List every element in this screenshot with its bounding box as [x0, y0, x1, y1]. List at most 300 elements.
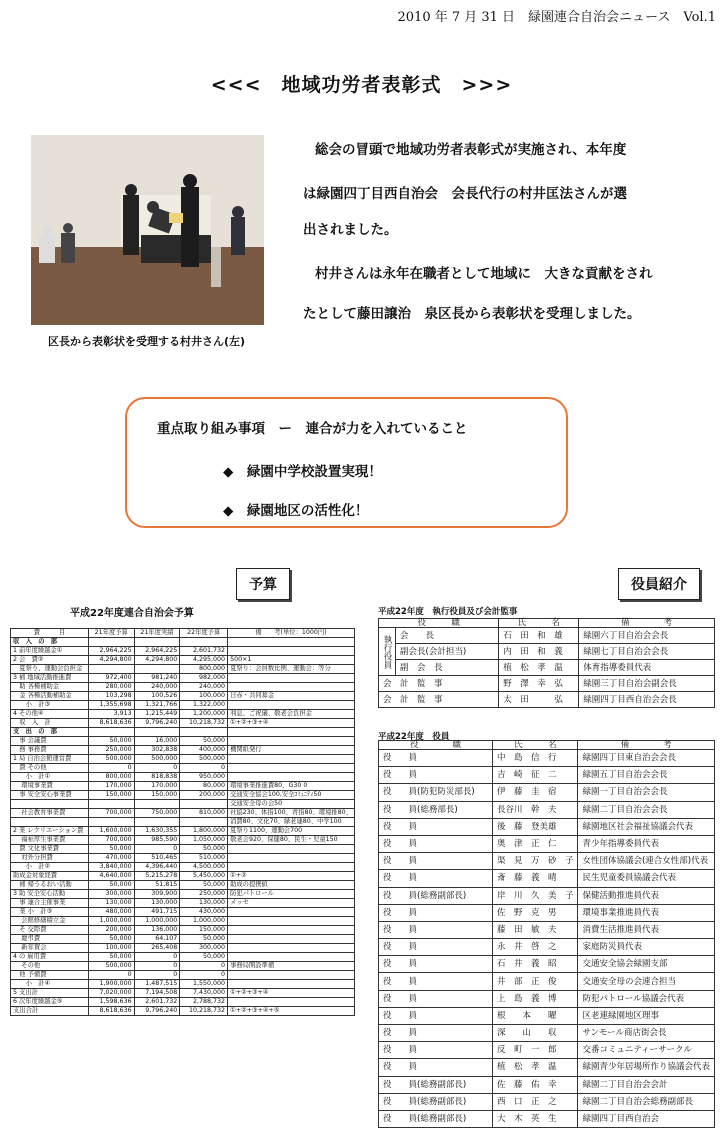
- member-name-cell: 上 島 義 博: [492, 990, 578, 1007]
- budget-value-cell: 2,601,732: [180, 647, 228, 656]
- budget-note-cell: 助成の提携値: [228, 881, 355, 890]
- budget-value-cell: 0: [180, 764, 228, 773]
- budget-value-cell: 10,218,732: [180, 1007, 228, 1016]
- member-row: [379, 853, 715, 870]
- member-role-cell: 役 員: [379, 853, 493, 870]
- budget-value-cell: 750,000: [134, 809, 180, 818]
- budget-value-cell: 16,000: [134, 737, 180, 746]
- budget-value-cell: 0: [134, 962, 180, 971]
- article-paragraph: は緑園四丁目西自治会 会長代行の村井匡法さんが選: [303, 186, 627, 202]
- member-row: [379, 1007, 715, 1024]
- budget-item-cell: 2 会 費②: [11, 656, 89, 665]
- budget-row: [11, 971, 355, 980]
- members-title: 平成22年度 役員: [378, 732, 450, 742]
- budget-value-cell: 240,000: [134, 683, 180, 692]
- budget-value-cell: 491,715: [134, 908, 180, 917]
- budget-value-cell: 8,618,636: [88, 719, 134, 728]
- officer-row: [379, 692, 715, 708]
- member-row: [379, 1025, 715, 1042]
- budget-value-cell: [180, 728, 228, 737]
- budget-row: [11, 962, 355, 971]
- member-note-cell: 交通安全母の会連合担当: [578, 973, 715, 990]
- budget-note-cell: ①+②+③+④: [228, 719, 355, 728]
- budget-row: [11, 782, 355, 791]
- member-role-cell: 役 員: [379, 939, 493, 956]
- member-name-cell: 佐 野 克 男: [492, 904, 578, 921]
- officer-row: [379, 644, 715, 660]
- budget-value-cell: 700,000: [88, 809, 134, 818]
- budget-value-cell: 1,800,000: [180, 827, 228, 836]
- member-name-cell: 斎 藤 義 晴: [492, 870, 578, 887]
- budget-value-cell: 510,465: [134, 854, 180, 863]
- member-note-cell: 緑園一丁目自治会会長: [578, 784, 715, 801]
- budget-value-cell: 80,000: [180, 782, 228, 791]
- budget-value-cell: 1,000,000: [134, 917, 180, 926]
- budget-value-cell: 7,430,000: [180, 989, 228, 998]
- budget-table: [10, 628, 355, 1016]
- member-role-cell: 役 員: [379, 1059, 493, 1076]
- member-name-cell: 渠 見 万 砂 子: [492, 853, 578, 870]
- officer-name-cell: 野 澤 幸 弘: [499, 676, 579, 692]
- budget-value-cell: 50,000: [180, 935, 228, 944]
- officer-note-cell: 緑園三丁目自治会副会長: [579, 676, 715, 692]
- budget-note-cell: [228, 755, 355, 764]
- member-role-cell: 役 員: [379, 921, 493, 938]
- budget-row: [11, 638, 355, 647]
- member-role-cell: 役 員(総務副部長): [379, 887, 493, 904]
- budget-row: [11, 656, 355, 665]
- budget-row: [11, 773, 355, 782]
- budget-value-cell: 985,590: [134, 836, 180, 845]
- member-name-cell: 大 木 英 生: [492, 1110, 578, 1127]
- budget-value-cell: 400,000: [180, 746, 228, 755]
- officer-name-cell: 植 松 孝 温: [499, 660, 579, 676]
- budget-item-cell: 2 業 レクリエーション費: [11, 827, 89, 836]
- budget-row: [11, 917, 355, 926]
- budget-note-cell: 夏祭り1100、運動会700: [228, 827, 355, 836]
- budget-value-cell: 50,000: [180, 953, 228, 962]
- budget-row: [11, 800, 355, 809]
- member-name-cell: 佐 藤 佑 幸: [492, 1076, 578, 1093]
- budget-value-cell: 265,408: [134, 944, 180, 953]
- member-name-cell: 岸 川 久 美 子: [492, 887, 578, 904]
- budget-note-cell: [228, 737, 355, 746]
- member-name-cell: 後 藤 登美雄: [492, 818, 578, 835]
- member-role-cell: 役 員(総務副部長): [379, 1076, 493, 1093]
- budget-note-cell: 交通安全協会100,安全ｺﾐｭﾆﾃｨ50: [228, 791, 355, 800]
- member-role-cell: 役 員: [379, 973, 493, 990]
- member-row: [379, 904, 715, 921]
- member-name-cell: 深 山 収: [492, 1025, 578, 1042]
- member-name-cell: 永 井 啓 之: [492, 939, 578, 956]
- member-note-cell: 緑園四丁目東自治会会長: [578, 750, 715, 767]
- budget-note-cell: ①+②+③+④+⑤: [228, 1007, 355, 1016]
- member-row: [379, 921, 715, 938]
- callout-item: ◆ 緑園地区の活性化！: [223, 503, 369, 519]
- budget-value-cell: 818,838: [134, 773, 180, 782]
- member-role-cell: 役 員: [379, 1025, 493, 1042]
- budget-item-cell: 対外分担費: [11, 854, 89, 863]
- budget-value-cell: 1,322,000: [180, 701, 228, 710]
- budget-row: [11, 746, 355, 755]
- budget-row: [11, 854, 355, 863]
- budget-item-cell: 環境事業費: [11, 782, 89, 791]
- budget-row: [11, 683, 355, 692]
- budget-value-cell: 1,598,636: [88, 998, 134, 1007]
- budget-item-cell: 助 各種補助金: [11, 683, 89, 692]
- budget-item-cell: 業 小 計③: [11, 908, 89, 917]
- officer-role-cell: 会 計 監 事: [379, 676, 499, 692]
- article-paragraph: 村井さんは永年在職者として地域に 大きな貢献をされ: [315, 266, 653, 282]
- budget-item-cell: 収 入 の 部: [11, 638, 89, 647]
- budget-note-cell: [228, 638, 355, 647]
- member-role-cell: 役 員(総務副部長): [379, 1093, 493, 1110]
- member-role-cell: 役 員(総務副部長): [379, 1110, 493, 1127]
- officers-group-label: 執行役員: [379, 628, 396, 676]
- budget-title: 平成22年度連合自治会予算: [70, 608, 194, 619]
- budget-note-cell: [228, 926, 355, 935]
- member-role-cell: 役 員: [379, 750, 493, 767]
- budget-row: [11, 908, 355, 917]
- officers-col-header: 役 職: [379, 619, 499, 628]
- budget-note-cell: [228, 953, 355, 962]
- member-name-cell: 中 島 信 行: [492, 750, 578, 767]
- budget-value-cell: 50,000: [88, 953, 134, 962]
- budget-value-cell: 4,640,000: [88, 872, 134, 881]
- budget-row: [11, 728, 355, 737]
- budget-value-cell: 5,450,000: [180, 872, 228, 881]
- priority-callout: [125, 397, 568, 528]
- budget-value-cell: 136,000: [134, 926, 180, 935]
- budget-item-cell: 小 計①: [11, 773, 89, 782]
- budget-item-cell: [11, 800, 89, 809]
- budget-value-cell: 470,000: [88, 854, 134, 863]
- budget-value-cell: 1,630,355: [134, 827, 180, 836]
- budget-row: [11, 845, 355, 854]
- budget-note-cell: 夏祭り：会員数比例、運動会：等分: [228, 665, 355, 674]
- budget-value-cell: 130,000: [88, 899, 134, 908]
- member-name-cell: 根 本 曜: [492, 1007, 578, 1024]
- member-note-cell: 緑園二丁目自治会会計: [578, 1076, 715, 1093]
- member-row: [379, 939, 715, 956]
- budget-value-cell: 1,000,000: [88, 917, 134, 926]
- budget-value-cell: 972,400: [88, 674, 134, 683]
- budget-value-cell: 150,000: [180, 926, 228, 935]
- officer-note-cell: 緑園七丁目自治会会長: [579, 644, 715, 660]
- budget-item-cell: 6 次年度繰越金⑤: [11, 998, 89, 1007]
- budget-value-cell: 50,000: [180, 845, 228, 854]
- budget-note-cell: 事務局開設準備: [228, 962, 355, 971]
- budget-note-cell: [228, 944, 355, 953]
- budget-value-cell: 64,107: [134, 935, 180, 944]
- budget-value-cell: 1,050,000: [180, 836, 228, 845]
- member-name-cell: 植 松 孝 温: [492, 1059, 578, 1076]
- budget-note-cell: [228, 863, 355, 872]
- budget-note-cell: 交通安全母の会50: [228, 800, 355, 809]
- member-name-cell: 長谷川 幹 夫: [492, 801, 578, 818]
- member-row: [379, 818, 715, 835]
- members-col-header: 備 考: [578, 741, 715, 750]
- budget-value-cell: 9,796,240: [134, 719, 180, 728]
- member-row: [379, 835, 715, 852]
- budget-col-header: 22年度予算: [180, 629, 228, 638]
- budget-value-cell: 4,396,440: [134, 863, 180, 872]
- member-row: [379, 767, 715, 784]
- budget-value-cell: 800,000: [88, 773, 134, 782]
- budget-value-cell: 300,000: [88, 890, 134, 899]
- budget-row: [11, 863, 355, 872]
- budget-value-cell: 103,298: [88, 692, 134, 701]
- budget-item-cell: 支出合計: [11, 1007, 89, 1016]
- budget-value-cell: 7,194,508: [134, 989, 180, 998]
- member-note-cell: 消費生活推進員代表: [578, 921, 715, 938]
- budget-value-cell: 1,000,000: [180, 917, 228, 926]
- budget-item-cell: 1 前年度繰越金①: [11, 647, 89, 656]
- callout-item: ◆ 緑園中学校設置実現！: [223, 464, 382, 480]
- member-role-cell: 役 員: [379, 956, 493, 973]
- budget-row: [11, 710, 355, 719]
- member-role-cell: 役 員: [379, 990, 493, 1007]
- budget-note-cell: [228, 701, 355, 710]
- budget-value-cell: 280,000: [88, 683, 134, 692]
- member-role-cell: 役 員: [379, 904, 493, 921]
- budget-value-cell: 0: [180, 962, 228, 971]
- member-name-cell: 吉 崎 征 二: [492, 767, 578, 784]
- budget-item-cell: 4 の 雇用費: [11, 953, 89, 962]
- budget-value-cell: 800,000: [180, 665, 228, 674]
- newsletter-header: 2010 年 7 月 31 日 緑園連合自治会ニュース Vol.1: [397, 10, 716, 25]
- budget-header-row: [11, 629, 355, 638]
- budget-item-cell: 社会教育事業費: [11, 809, 89, 818]
- member-row: [379, 750, 715, 767]
- budget-value-cell: 0: [88, 971, 134, 980]
- budget-value-cell: [134, 665, 180, 674]
- budget-value-cell: [180, 638, 228, 647]
- budget-value-cell: 981,240: [134, 674, 180, 683]
- budget-value-cell: 130,000: [180, 899, 228, 908]
- budget-value-cell: [88, 800, 134, 809]
- budget-item-cell: その他: [11, 962, 89, 971]
- budget-note-cell: 防犯パトロール: [228, 890, 355, 899]
- member-note-cell: 区老連緑園地区理事: [578, 1007, 715, 1024]
- budget-value-cell: 2,964,225: [134, 647, 180, 656]
- budget-note-cell: [228, 683, 355, 692]
- budget-row: [11, 998, 355, 1007]
- member-note-cell: 緑園二丁目自治会会長: [578, 801, 715, 818]
- budget-value-cell: 700,000: [88, 836, 134, 845]
- budget-row: [11, 989, 355, 998]
- budget-row: [11, 944, 355, 953]
- budget-note-cell: [228, 647, 355, 656]
- budget-item-cell: 費 その他: [11, 764, 89, 773]
- budget-value-cell: 240,000: [180, 683, 228, 692]
- budget-value-cell: 510,000: [180, 854, 228, 863]
- budget-note-cell: [228, 845, 355, 854]
- callout-title: 重点取り組み事項 ー 連合が力を入れていること: [157, 421, 468, 437]
- budget-value-cell: 0: [180, 971, 228, 980]
- member-note-cell: 緑園二丁目自治会総務副部長: [578, 1093, 715, 1110]
- budget-note-cell: 500×1: [228, 656, 355, 665]
- officers-col-header: 備 考: [579, 619, 715, 628]
- budget-value-cell: 1,321,766: [134, 701, 180, 710]
- budget-value-cell: 130,000: [134, 899, 180, 908]
- budget-item-cell: 慶弔費: [11, 935, 89, 944]
- member-role-cell: 役 員: [379, 835, 493, 852]
- budget-value-cell: 4,295,000: [180, 656, 228, 665]
- member-row: [379, 1042, 715, 1059]
- photo-caption: 区長から表彰状を受理する村井さん(左): [48, 335, 246, 348]
- officer-note-cell: 緑園四丁目西自治会会長: [579, 692, 715, 708]
- officer-role-cell: 会 長: [396, 628, 499, 644]
- budget-value-cell: 500,000: [88, 755, 134, 764]
- budget-value-cell: 300,000: [180, 944, 228, 953]
- article-paragraph: 総会の冒頭で地域功労者表彰式が実施され、本年度: [315, 142, 627, 158]
- budget-value-cell: 150,000: [88, 791, 134, 800]
- budget-value-cell: 1,487,515: [134, 980, 180, 989]
- officer-role-cell: 副 会 長: [396, 660, 499, 676]
- budget-value-cell: 4,500,000: [180, 863, 228, 872]
- budget-item-cell: 5 支出計: [11, 989, 89, 998]
- budget-row: [11, 836, 355, 845]
- budget-value-cell: 8,618,636: [88, 1007, 134, 1016]
- budget-item-cell: そ 交際費: [11, 926, 89, 935]
- officers-table: [378, 618, 715, 708]
- budget-row: [11, 1007, 355, 1016]
- budget-value-cell: 430,000: [180, 908, 228, 917]
- budget-value-cell: 3,840,000: [88, 863, 134, 872]
- budget-row: [11, 926, 355, 935]
- budget-item-cell: 費 文化事業費: [11, 845, 89, 854]
- budget-note-cell: [228, 908, 355, 917]
- budget-value-cell: 150,000: [134, 791, 180, 800]
- budget-section-label: 予算: [236, 568, 290, 600]
- budget-value-cell: 1,215,449: [134, 710, 180, 719]
- budget-value-cell: [134, 800, 180, 809]
- budget-note-cell: [228, 854, 355, 863]
- budget-item-cell: 3 助 安全安心活動: [11, 890, 89, 899]
- budget-col-header: 21年度実績: [134, 629, 180, 638]
- member-role-cell: 役 員: [379, 818, 493, 835]
- budget-row: [11, 809, 355, 818]
- budget-value-cell: 50,000: [180, 881, 228, 890]
- budget-row: [11, 719, 355, 728]
- member-role-cell: 役 員: [379, 1007, 493, 1024]
- budget-value-cell: 1,900,000: [88, 980, 134, 989]
- officer-name-cell: 太 田 弘: [499, 692, 579, 708]
- officers-section-label: 役員紹介: [618, 568, 700, 600]
- member-row: [379, 1076, 715, 1093]
- member-row: [379, 1093, 715, 1110]
- budget-value-cell: 810,000: [180, 809, 228, 818]
- members-header-row: [379, 741, 715, 750]
- award-ceremony-photo: [31, 135, 264, 325]
- budget-row: [11, 647, 355, 656]
- budget-value-cell: 170,000: [88, 782, 134, 791]
- budget-row: [11, 791, 355, 800]
- budget-value-cell: 170,000: [134, 782, 180, 791]
- member-row: [379, 1059, 715, 1076]
- member-role-cell: 役 員(総務部長): [379, 801, 493, 818]
- member-note-cell: 民生児童委員協議会代表: [578, 870, 715, 887]
- budget-value-cell: 51,815: [134, 881, 180, 890]
- budget-note-cell: [228, 764, 355, 773]
- officer-role-cell: 会 計 監 事: [379, 692, 499, 708]
- budget-value-cell: 500,000: [88, 962, 134, 971]
- member-name-cell: 井 部 正 俊: [492, 973, 578, 990]
- budget-value-cell: 1,355,698: [88, 701, 134, 710]
- budget-row: [11, 827, 355, 836]
- budget-row: [11, 764, 355, 773]
- budget-row: [11, 872, 355, 881]
- budget-note-cell: [228, 674, 355, 683]
- member-note-cell: サンモール商店街会長: [578, 1025, 715, 1042]
- member-note-cell: 交番コミュニティーサークル: [578, 1042, 715, 1059]
- budget-row: [11, 899, 355, 908]
- budget-value-cell: 2,964,225: [88, 647, 134, 656]
- budget-item-cell: 小 計③: [11, 701, 89, 710]
- member-name-cell: 石 井 義 昭: [492, 956, 578, 973]
- officer-row: [379, 660, 715, 676]
- members-col-header: 氏 名: [492, 741, 578, 750]
- officers-col-header: 氏 名: [499, 619, 579, 628]
- budget-value-cell: 0: [88, 764, 134, 773]
- budget-value-cell: 1,550,000: [180, 980, 228, 989]
- budget-value-cell: 3,913: [88, 710, 134, 719]
- budget-item-cell: 補 帰うるおい活動: [11, 881, 89, 890]
- budget-value-cell: 950,000: [180, 773, 228, 782]
- budget-value-cell: 50,000: [88, 845, 134, 854]
- budget-row: [11, 674, 355, 683]
- budget-value-cell: 0: [134, 845, 180, 854]
- officer-row: [379, 628, 715, 644]
- budget-value-cell: [134, 818, 180, 827]
- member-name-cell: 伊 藤 圭 宿: [492, 784, 578, 801]
- budget-row: [11, 692, 355, 701]
- budget-item-cell: 小 計④: [11, 980, 89, 989]
- budget-note-cell: 敬老会920、保健80、民生・児童150: [228, 836, 355, 845]
- budget-value-cell: 250,000: [88, 746, 134, 755]
- budget-value-cell: 302,838: [134, 746, 180, 755]
- budget-value-cell: 200,000: [180, 791, 228, 800]
- member-note-cell: 保健活動推進員代表: [578, 887, 715, 904]
- member-note-cell: 防犯パトロール協議会代表: [578, 990, 715, 1007]
- budget-note-cell: [228, 998, 355, 1007]
- budget-note-cell: 環境事業推進費80、G30 0: [228, 782, 355, 791]
- budget-value-cell: [180, 818, 228, 827]
- budget-note-cell: [228, 917, 355, 926]
- member-name-cell: 反 町 一 郎: [492, 1042, 578, 1059]
- member-note-cell: 青少年指導委員代表: [578, 835, 715, 852]
- budget-value-cell: 5,215,278: [134, 872, 180, 881]
- article-title: <<< 地域功労者表彰式 >>>: [210, 74, 513, 96]
- budget-item-cell: 金 各種活動補助金: [11, 692, 89, 701]
- officer-note-cell: 緑園六丁目自治会会長: [579, 628, 715, 644]
- budget-value-cell: 50,000: [88, 881, 134, 890]
- budget-value-cell: 982,000: [180, 674, 228, 683]
- officer-name-cell: 石 田 和 雄: [499, 628, 579, 644]
- budget-note-cell: ①+②+③+④: [228, 989, 355, 998]
- budget-value-cell: [88, 638, 134, 647]
- budget-value-cell: 500,000: [134, 755, 180, 764]
- budget-row: [11, 890, 355, 899]
- member-row: [379, 784, 715, 801]
- budget-item-cell: 小 計②: [11, 863, 89, 872]
- budget-value-cell: 200,000: [88, 926, 134, 935]
- budget-row: [11, 953, 355, 962]
- article-paragraph: たとして藤田譲治 泉区長から表彰状を受理しました。: [303, 306, 641, 322]
- member-role-cell: 役 員: [379, 767, 493, 784]
- budget-note-cell: メッセ: [228, 899, 355, 908]
